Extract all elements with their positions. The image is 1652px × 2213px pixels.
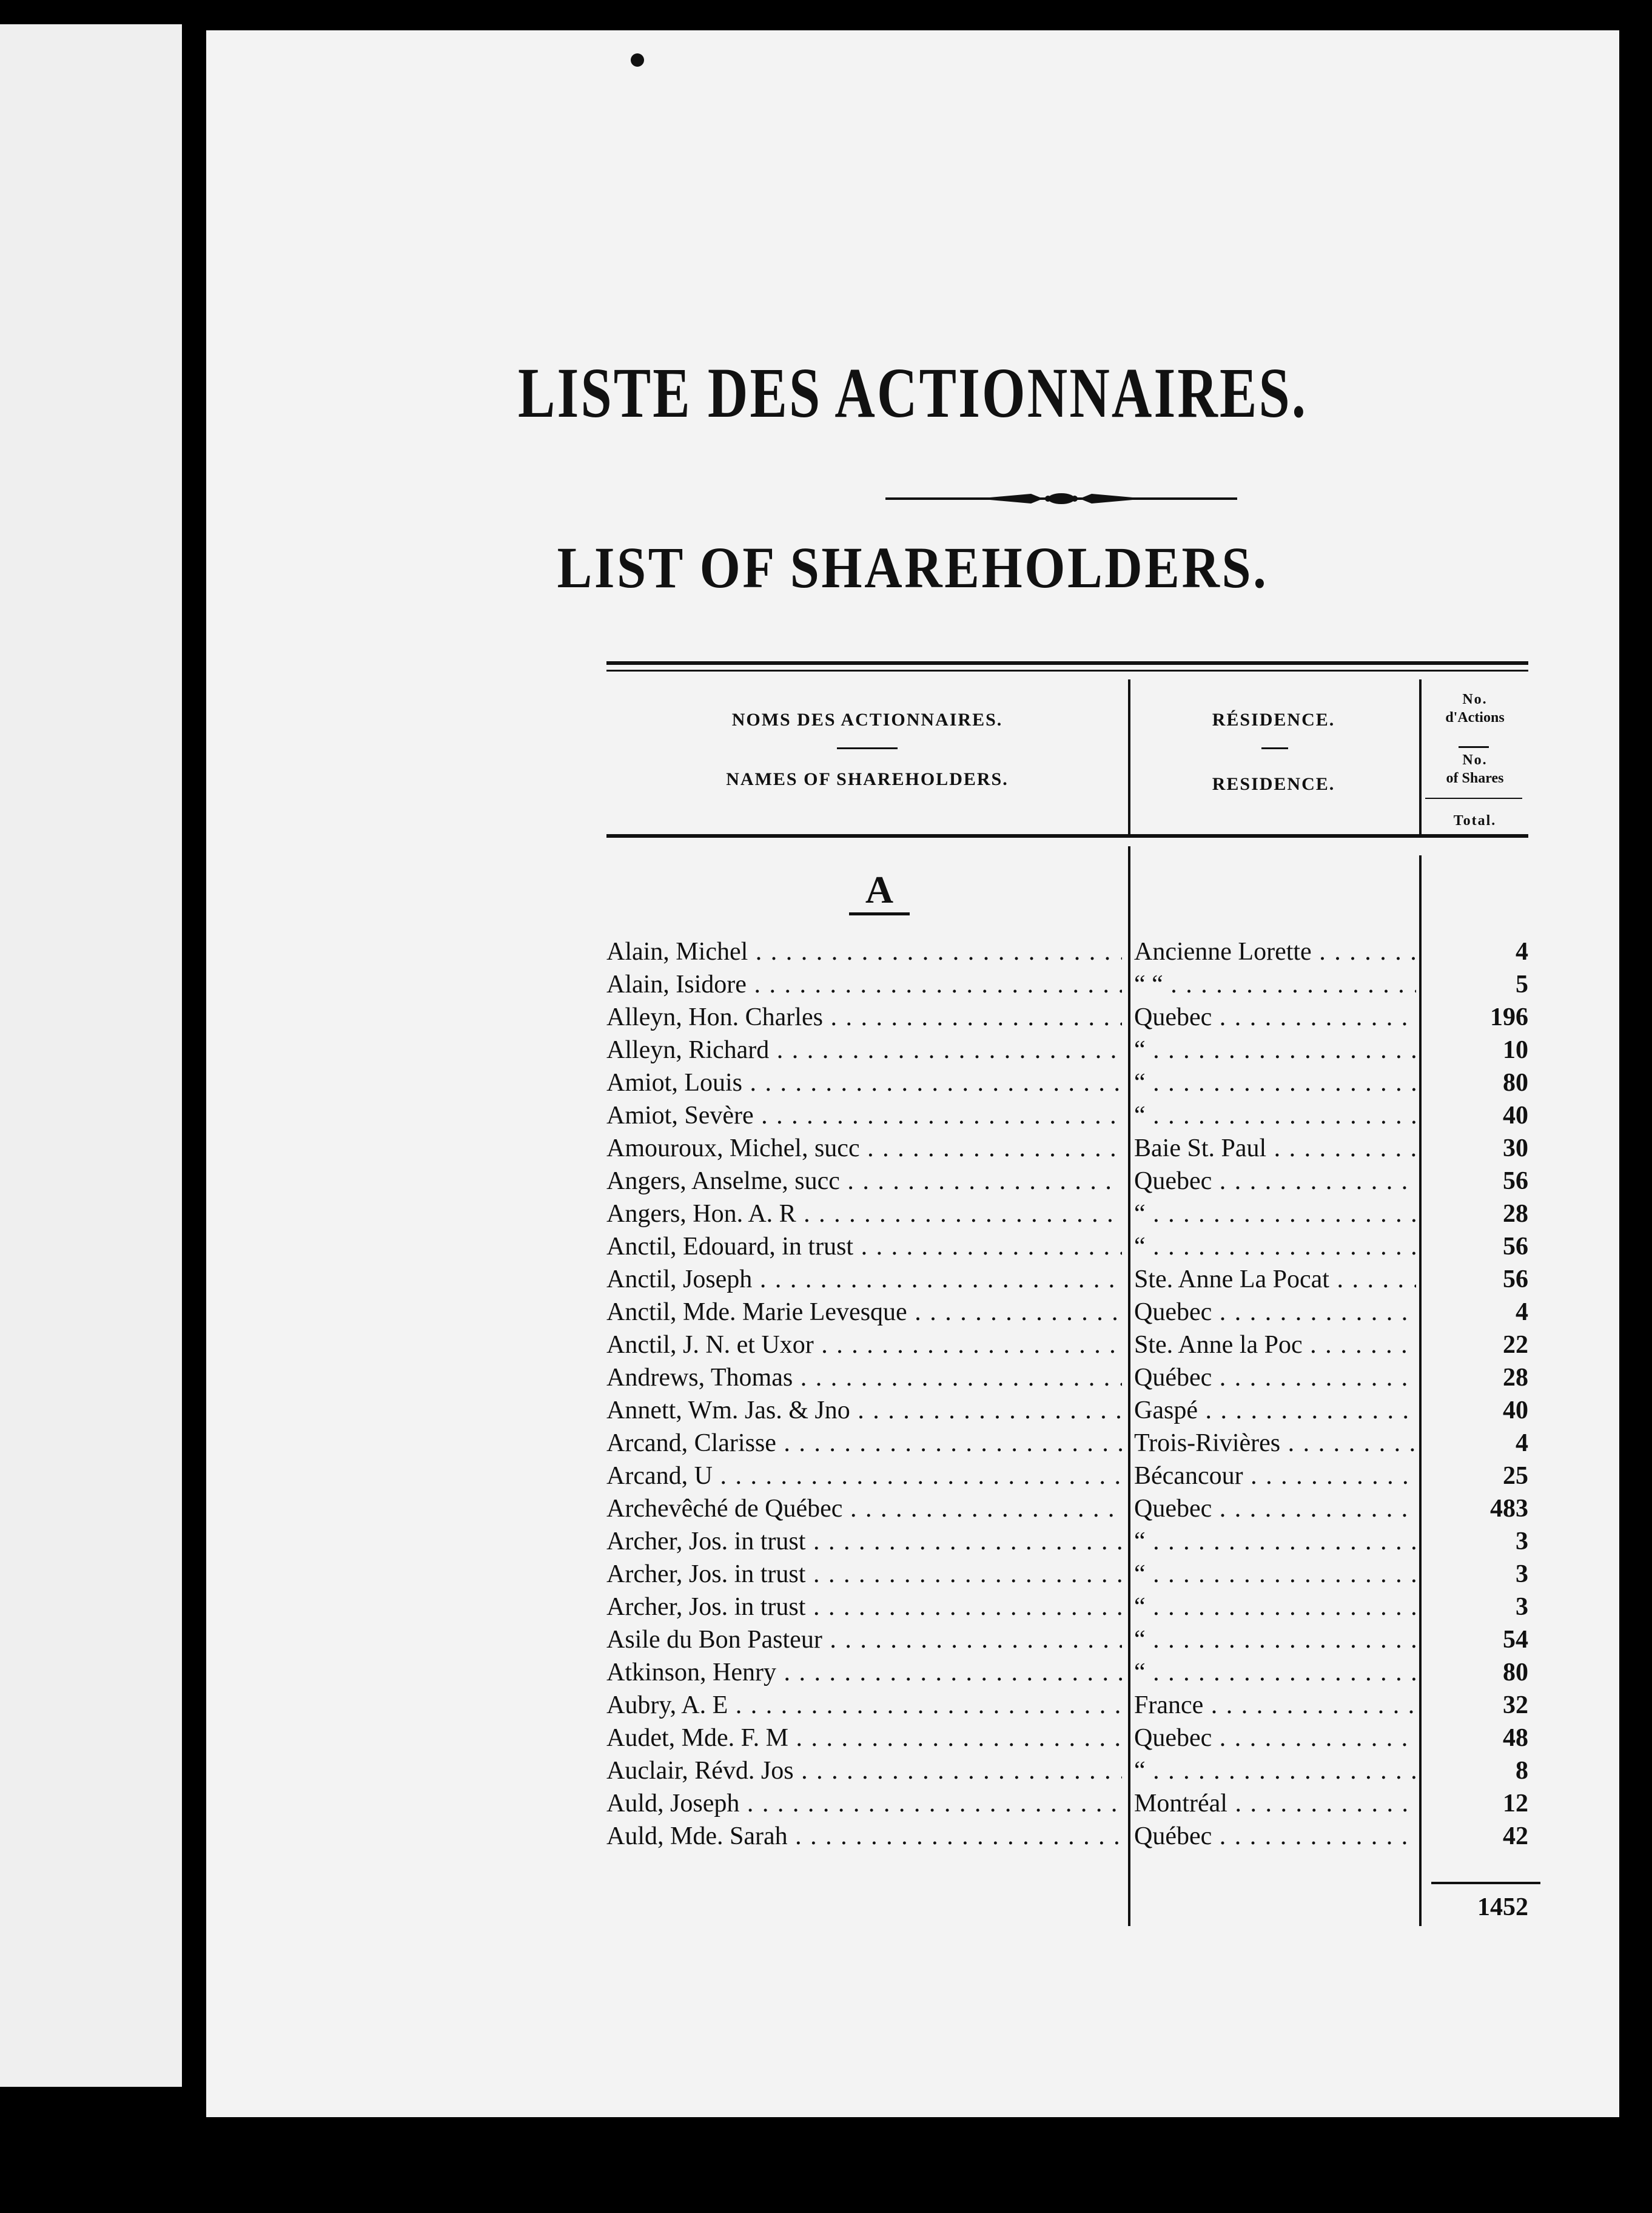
shareholder-residence: Montréal . . . bbox=[1134, 1787, 1416, 1820]
shareholder-name: Arcand, Clarisse . . . bbox=[606, 1427, 1122, 1460]
shareholder-residence: Quebec . . . bbox=[1134, 1165, 1416, 1197]
grand-total: 1452 bbox=[1477, 1893, 1528, 1921]
page-title-french: LISTE DES ACTIONNAIRES. bbox=[518, 353, 1308, 433]
header-shares-fr-1: No. bbox=[1462, 692, 1488, 707]
shareholder-total: 80 bbox=[1503, 1659, 1528, 1686]
table-row bbox=[606, 1099, 1540, 1132]
header-names-fr: NOMS DES ACTIONNAIRES. bbox=[731, 710, 1003, 730]
shareholder-total: 3 bbox=[1516, 1560, 1528, 1588]
shareholder-total: 4 bbox=[1516, 1298, 1528, 1326]
shareholder-total: 28 bbox=[1503, 1364, 1528, 1392]
shareholder-residence: Quebec . . . bbox=[1134, 1296, 1416, 1329]
shareholder-total: 10 bbox=[1503, 1036, 1528, 1064]
table-row bbox=[606, 1656, 1540, 1689]
header-separator bbox=[1459, 746, 1489, 748]
table-row bbox=[606, 1197, 1540, 1230]
page-title-english: LIST OF SHAREHOLDERS. bbox=[557, 535, 1269, 600]
column-divider bbox=[1128, 679, 1130, 834]
table-row bbox=[606, 1329, 1540, 1361]
header-residence-en: RESIDENCE. bbox=[1212, 774, 1335, 794]
shareholder-total: 3 bbox=[1516, 1528, 1528, 1555]
shareholders-table bbox=[606, 661, 1540, 1935]
shareholder-residence: “ . . . bbox=[1134, 1623, 1416, 1656]
shareholder-residence: “ . . . bbox=[1134, 1197, 1416, 1230]
shareholder-residence: “ . . . bbox=[1134, 1525, 1416, 1558]
shareholder-residence: Ste. Anne la Poc . . . bbox=[1134, 1329, 1416, 1361]
table-row bbox=[606, 1263, 1540, 1296]
shareholder-total: 32 bbox=[1503, 1691, 1528, 1719]
shareholder-name: Alleyn, Hon. Charles . . . bbox=[606, 1001, 1122, 1034]
shareholder-residence: “ . . . bbox=[1134, 1754, 1416, 1787]
table-row bbox=[606, 1001, 1540, 1034]
table-row bbox=[606, 1820, 1540, 1853]
shareholder-name: Auld, Mde. Sarah . . . bbox=[606, 1820, 1122, 1853]
shareholder-total: 3 bbox=[1516, 1593, 1528, 1621]
shareholder-total: 80 bbox=[1503, 1069, 1528, 1097]
facing-page bbox=[0, 24, 182, 2087]
shareholder-total: 48 bbox=[1503, 1724, 1528, 1752]
sum-rule bbox=[1431, 1882, 1540, 1884]
shareholder-residence: Quebec . . . bbox=[1134, 1001, 1416, 1034]
shareholder-name: Auclair, Révd. Jos . . . bbox=[606, 1754, 1122, 1787]
ornament-divider bbox=[885, 491, 1237, 506]
shareholder-name: Auld, Joseph . . . bbox=[606, 1787, 1122, 1820]
shareholder-total: 5 bbox=[1516, 971, 1528, 999]
shareholder-residence: “ . . . bbox=[1134, 1034, 1416, 1066]
header-separator bbox=[837, 747, 898, 749]
shareholder-total: 56 bbox=[1503, 1167, 1528, 1195]
shareholder-residence: “ “ . . . bbox=[1134, 968, 1416, 1001]
shareholder-residence: Gaspé . . . bbox=[1134, 1394, 1416, 1427]
document-page bbox=[206, 30, 1619, 2117]
table-row bbox=[606, 1591, 1540, 1623]
shareholder-residence: Quebec . . . bbox=[1134, 1492, 1416, 1525]
shareholder-total: 25 bbox=[1503, 1462, 1528, 1490]
header-names-en: NAMES OF SHAREHOLDERS. bbox=[726, 769, 1009, 789]
shareholder-name: Arcand, U . . . bbox=[606, 1460, 1122, 1492]
shareholder-residence: “ . . . bbox=[1134, 1099, 1416, 1132]
shareholder-total: 28 bbox=[1503, 1200, 1528, 1228]
header-shares-fr-2: d'Actions bbox=[1445, 710, 1505, 726]
shareholder-residence: “ . . . bbox=[1134, 1656, 1416, 1689]
shareholder-total: 483 bbox=[1490, 1495, 1528, 1523]
shareholder-name: Amiot, Louis . . . bbox=[606, 1066, 1122, 1099]
shareholder-total: 56 bbox=[1503, 1233, 1528, 1261]
table-row bbox=[606, 1165, 1540, 1197]
shareholder-residence: Trois-Rivières . . . bbox=[1134, 1427, 1416, 1460]
table-row bbox=[606, 1558, 1540, 1591]
shareholder-total: 4 bbox=[1516, 938, 1528, 966]
shareholder-name: Anctil, Joseph . . . bbox=[606, 1263, 1122, 1296]
shareholder-residence: “ . . . bbox=[1134, 1591, 1416, 1623]
shareholder-residence: Quebec . . . bbox=[1134, 1722, 1416, 1754]
shareholder-total: 42 bbox=[1503, 1822, 1528, 1850]
shareholder-name: Amiot, Sevère . . . bbox=[606, 1099, 1122, 1132]
shareholder-residence: France . . . bbox=[1134, 1689, 1416, 1722]
shareholder-name: Archer, Jos. in trust . . . bbox=[606, 1525, 1122, 1558]
shareholder-list bbox=[606, 935, 1540, 1853]
table-row bbox=[606, 1689, 1540, 1722]
shareholder-name: Asile du Bon Pasteur . . . bbox=[606, 1623, 1122, 1656]
shareholder-name: Angers, Hon. A. R . . . bbox=[606, 1197, 1122, 1230]
shareholder-residence: Baie St. Paul . . . bbox=[1134, 1132, 1416, 1165]
table-row bbox=[606, 1361, 1540, 1394]
section-letter: A bbox=[865, 868, 894, 911]
shareholder-name: Alleyn, Richard . . . bbox=[606, 1034, 1122, 1066]
table-row bbox=[606, 1034, 1540, 1066]
section-letter-underline bbox=[849, 912, 910, 915]
shareholder-total: 8 bbox=[1516, 1757, 1528, 1785]
shareholder-total: 40 bbox=[1503, 1396, 1528, 1424]
table-header-rule bbox=[606, 834, 1528, 838]
shareholder-total: 22 bbox=[1503, 1331, 1528, 1359]
table-row bbox=[606, 1525, 1540, 1558]
shareholder-total: 40 bbox=[1503, 1102, 1528, 1130]
header-separator bbox=[1261, 747, 1288, 749]
table-row bbox=[606, 1394, 1540, 1427]
shareholder-name: Archevêché de Québec . . . bbox=[606, 1492, 1122, 1525]
shareholder-residence: “ . . . bbox=[1134, 1558, 1416, 1591]
table-row bbox=[606, 1230, 1540, 1263]
shareholder-name: Atkinson, Henry . . . bbox=[606, 1656, 1122, 1689]
table-row bbox=[606, 1722, 1540, 1754]
shareholder-name: Alain, Michel . . . bbox=[606, 935, 1122, 968]
table-top-rule bbox=[606, 661, 1528, 665]
shareholder-name: Audet, Mde. F. M . . . bbox=[606, 1722, 1122, 1754]
table-row bbox=[606, 1754, 1540, 1787]
table-row bbox=[606, 1132, 1540, 1165]
shareholder-residence: Ste. Anne La Pocat . . . bbox=[1134, 1263, 1416, 1296]
table-row bbox=[606, 968, 1540, 1001]
table-row bbox=[606, 1492, 1540, 1525]
shareholder-name: Anctil, Edouard, in trust . . . bbox=[606, 1230, 1122, 1263]
shareholder-name: Archer, Jos. in trust . . . bbox=[606, 1558, 1122, 1591]
shareholder-total: 196 bbox=[1490, 1003, 1528, 1031]
shareholder-total: 12 bbox=[1503, 1790, 1528, 1817]
shareholder-name: Amouroux, Michel, succ . . . bbox=[606, 1132, 1122, 1165]
table-row bbox=[606, 1787, 1540, 1820]
shareholder-name: Angers, Anselme, succ . . . bbox=[606, 1165, 1122, 1197]
shareholder-residence: “ . . . bbox=[1134, 1230, 1416, 1263]
shareholder-name: Alain, Isidore . . . bbox=[606, 968, 1122, 1001]
shareholder-total: 4 bbox=[1516, 1429, 1528, 1457]
shareholder-name: Archer, Jos. in trust . . . bbox=[606, 1591, 1122, 1623]
shareholder-name: Anctil, J. N. et Uxor . . . bbox=[606, 1329, 1122, 1361]
table-row bbox=[606, 1623, 1540, 1656]
header-shares-en-1: No. bbox=[1462, 752, 1488, 768]
shareholder-name: Andrews, Thomas . . . bbox=[606, 1361, 1122, 1394]
shareholder-residence: Québec . . . bbox=[1134, 1361, 1416, 1394]
shareholder-name: Aubry, A. E . . . bbox=[606, 1689, 1122, 1722]
shareholder-residence: “ . . . bbox=[1134, 1066, 1416, 1099]
shareholder-total: 56 bbox=[1503, 1265, 1528, 1293]
table-row bbox=[606, 1460, 1540, 1492]
shareholder-name: Annett, Wm. Jas. & Jno . . . bbox=[606, 1394, 1122, 1427]
shareholder-residence: Ancienne Lorette . . . bbox=[1134, 935, 1416, 968]
header-shares-en-2: of Shares bbox=[1446, 770, 1504, 786]
shareholder-residence: Québec . . . bbox=[1134, 1820, 1416, 1853]
ink-spot bbox=[631, 53, 644, 67]
table-row bbox=[606, 1066, 1540, 1099]
shareholder-name: Anctil, Mde. Marie Levesque . . . bbox=[606, 1296, 1122, 1329]
header-residence-fr: RÉSIDENCE. bbox=[1212, 710, 1335, 730]
page-gutter bbox=[182, 24, 206, 2087]
table-top-rule-thin bbox=[606, 670, 1528, 672]
shareholder-total: 54 bbox=[1503, 1626, 1528, 1654]
table-row bbox=[606, 1296, 1540, 1329]
header-total: Total. bbox=[1453, 813, 1497, 829]
table-row bbox=[606, 1427, 1540, 1460]
header-separator bbox=[1425, 798, 1522, 799]
shareholder-residence: Bécancour . . . bbox=[1134, 1460, 1416, 1492]
table-row bbox=[606, 935, 1540, 968]
shareholder-total: 30 bbox=[1503, 1134, 1528, 1162]
